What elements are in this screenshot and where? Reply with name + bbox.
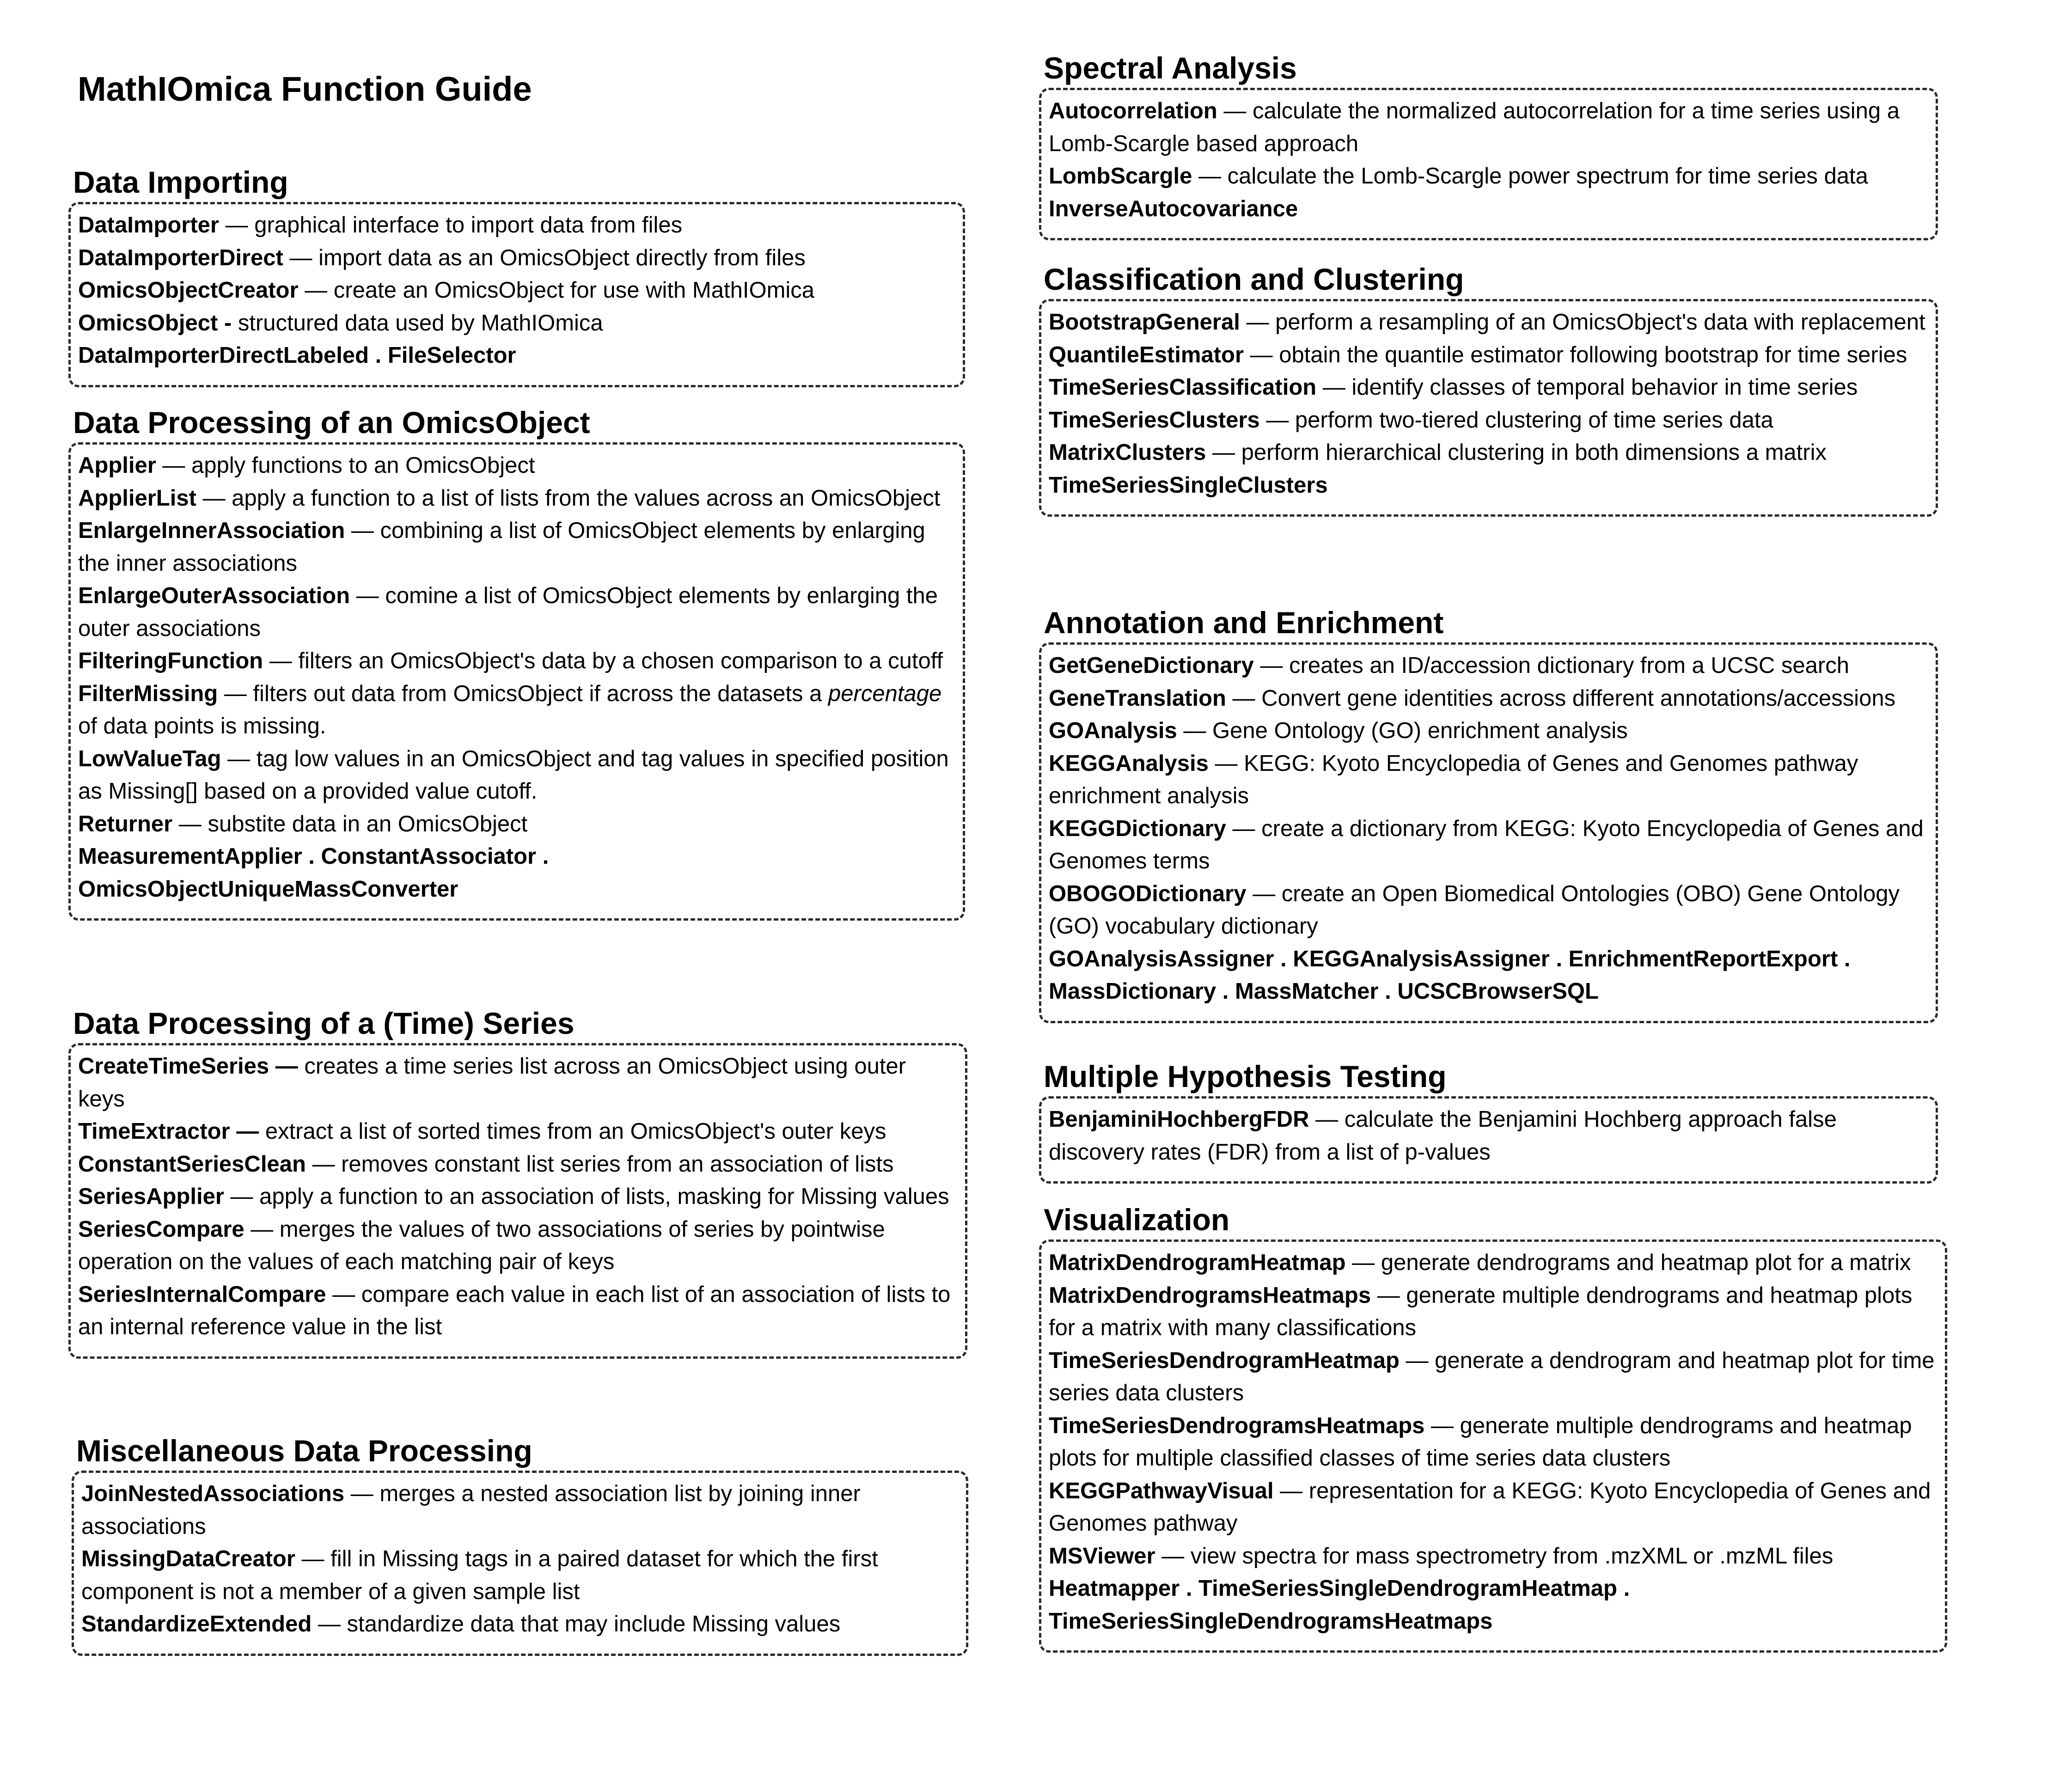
function-desc: — removes constant list series from an association of lists (306, 1151, 894, 1177)
function-name: Applier (78, 453, 156, 478)
function-desc: — generate multiple dendrograms and heatmap plots for a matrix with many classifications (1049, 1282, 1913, 1340)
section-box (1039, 642, 1938, 1023)
function-entry (78, 580, 955, 645)
function-name: BenjaminiHochbergFDR (1049, 1107, 1309, 1132)
function-entry (1049, 1344, 1938, 1410)
function-name: BootstrapGeneral (1049, 310, 1240, 335)
function-desc: — identify classes of temporal behavior in time series (1316, 375, 1858, 400)
function-name: GetGeneDictionary (1049, 653, 1254, 678)
section-box (1039, 299, 1938, 517)
function-entry (78, 1148, 958, 1181)
function-name: MatrixDendrogramHeatmap (1049, 1250, 1346, 1275)
function-entry (1049, 1410, 1938, 1475)
function-desc: — substite data in an OmicsObject (172, 811, 528, 837)
function-desc: — filters out data from OmicsObject if across the datasets a (218, 681, 828, 706)
function-entry (78, 209, 955, 242)
function-entry (1049, 160, 1928, 193)
function-desc: — calculate the Lomb-Scargle power spectrum for time series data (1192, 164, 1868, 189)
function-name: TimeExtractor — (78, 1119, 259, 1144)
function-entry (78, 645, 955, 678)
function-name: OmicsObjectCreator (78, 278, 299, 303)
function-entry (78, 1213, 958, 1278)
section-misc-data-processing (72, 1433, 968, 1656)
function-desc: — apply functions to an OmicsObject (156, 453, 535, 478)
function-desc-continued: of data points is missing. (78, 714, 326, 739)
function-name: KEGGPathwayVisual (1049, 1478, 1274, 1503)
function-name: KEGGDictionary (1049, 816, 1226, 841)
function-desc: — apply a function to an association of lists, masking for Missing values (224, 1184, 949, 1209)
function-name: DataImporterDirect (78, 245, 283, 270)
function-entry (1049, 1246, 1938, 1279)
function-name: GOAnalysis (1049, 718, 1177, 743)
function-desc: — generate a dendrogram and heatmap plot for time series data clusters (1049, 1348, 1935, 1405)
page-title: MathIOmica Function Guide (78, 70, 532, 108)
function-entry (1049, 306, 1928, 339)
function-desc: — merges a nested association list by joining inner associations (81, 1481, 861, 1539)
section-heading: Classification and Clustering (1044, 262, 1464, 296)
function-name: SeriesApplier (78, 1184, 224, 1209)
function-name: SeriesInternalCompare (78, 1282, 326, 1307)
section-box (68, 202, 965, 387)
section-box (68, 1043, 967, 1359)
function-name: KEGGAnalysis (1049, 751, 1209, 776)
section-data-processing-omicsobject (68, 404, 965, 921)
section-heading: Miscellaneous Data Processing (76, 1434, 532, 1468)
function-name: Autocorrelation (1049, 98, 1217, 123)
section-heading: Annotation and Enrichment (1044, 605, 1444, 640)
function-desc: — combining a list of OmicsObject elements by enlarging the inner associations (78, 518, 925, 576)
function-desc: — calculate the normalized autocorrelation for a time series using a Lomb-Scargle based approach (1049, 98, 1900, 156)
function-name: EnlargeInnerAssociation (78, 518, 345, 543)
function-desc: — compare each value in each list of an association of lists to an internal reference value in the list (78, 1282, 951, 1339)
function-name: EnlargeOuterAssociation (78, 583, 350, 608)
function-name: OBOGODictionary (1049, 881, 1247, 906)
function-desc: — create a dictionary from KEGG: Kyoto Encyclopedia of Genes and Genomes terms (1049, 816, 1924, 873)
function-entry (1049, 1475, 1938, 1540)
function-desc: — Gene Ontology (GO) enrichment analysis (1177, 718, 1628, 743)
related-functions: TimeSeriesSingleClusters (1049, 472, 1328, 498)
function-desc: — create an Open Biomedical Ontologies (OBO) Gene Ontology (GO) vocabulary dictionary (1049, 881, 1900, 939)
function-entry (78, 1050, 958, 1115)
function-name: ConstantSeriesClean (78, 1151, 306, 1177)
function-desc: — Convert gene identities across different annotations/accessions (1226, 685, 1896, 711)
function-entry (78, 1115, 958, 1148)
section-spectral-analysis (1039, 50, 1938, 240)
function-name: SeriesCompare (78, 1216, 244, 1242)
function-desc: — view spectra for mass spectrometry from .mzXML or .mzML files (1155, 1543, 1834, 1569)
function-entry (78, 449, 955, 482)
section-box (1039, 1240, 1947, 1653)
function-desc: extract a list of sorted times from an OmicsObject's outer keys (259, 1119, 886, 1144)
function-entry (1049, 878, 1928, 943)
function-entry (1049, 1103, 1928, 1168)
function-entry (78, 274, 955, 307)
section-heading: Spectral Analysis (1044, 51, 1297, 85)
function-desc: — tag low values in an OmicsObject and tag values in specified position as Missing[] based on a provided value cutoff. (78, 746, 949, 804)
emphasized-word: percentage (828, 681, 942, 706)
section-heading: Visualization (1044, 1203, 1230, 1237)
function-desc: — import data as an OmicsObject directly from files (283, 245, 806, 270)
function-entry (1049, 436, 1928, 469)
function-name: LombScargle (1049, 164, 1192, 189)
function-name: LowValueTag (78, 746, 221, 771)
function-desc: — standardize data that may include Missing values (312, 1612, 841, 1636)
function-name: CreateTimeSeries — (78, 1054, 298, 1079)
function-name: TimeSeriesDendrogramsHeatmaps (1049, 1413, 1425, 1438)
section-data-processing-series (68, 1005, 967, 1359)
function-desc: — generate multiple dendrograms and heatmap plots for multiple classified classes of time series data clusters (1049, 1413, 1912, 1471)
function-entry (81, 1543, 959, 1608)
function-entry (78, 514, 955, 580)
function-entry (78, 307, 955, 340)
function-desc: structured data used by MathIOmica (232, 310, 603, 336)
section-box (1039, 88, 1938, 240)
function-desc: creates a time series list across an OmicsObject using outer keys (78, 1054, 906, 1111)
section-heading: Data Processing of an OmicsObject (73, 405, 590, 440)
function-entry (81, 1478, 959, 1543)
function-entry (1049, 649, 1928, 682)
function-name: FilteringFunction (78, 648, 263, 673)
function-name: FilterMissing (78, 681, 218, 706)
section-box (68, 442, 965, 921)
function-entry (78, 808, 955, 841)
function-entry (81, 1608, 959, 1641)
function-name: JoinNestedAssociations (81, 1481, 345, 1506)
function-name: MissingDataCreator (81, 1546, 295, 1571)
function-desc: — perform hierarchical clustering in both dimensions a matrix (1206, 440, 1827, 465)
function-entry (1049, 714, 1928, 747)
function-desc: — obtain the quantile estimator following bootstrap for time series (1244, 342, 1907, 367)
function-name: TimeSeriesDendrogramHeatmap (1049, 1348, 1400, 1373)
section-box (1039, 1096, 1938, 1184)
function-desc: — comine a list of OmicsObject elements by enlarging the outer associations (78, 583, 938, 641)
function-name: StandardizeExtended (81, 1612, 312, 1636)
function-desc: — merges the values of two associations of series by pointwise operation on the values of each matching pair of keys (78, 1216, 885, 1274)
function-entry (1049, 371, 1928, 404)
function-entry (78, 242, 955, 275)
function-entry (1049, 747, 1928, 812)
function-entry (78, 743, 955, 808)
section-classification-clustering (1039, 261, 1938, 517)
function-entry (1049, 339, 1928, 372)
function-entry (1049, 812, 1928, 878)
section-heading: Data Processing of a (Time) Series (73, 1006, 575, 1040)
function-entry (1049, 95, 1928, 160)
function-entry (78, 1278, 958, 1343)
function-name: MSViewer (1049, 1543, 1155, 1569)
related-functions: GOAnalysisAssigner . KEGGAnalysisAssigner . EnrichmentReportExport . MassDictionary . MassMatcher . UCSCBrowserSQL (1049, 946, 1851, 1004)
function-entry (1049, 1540, 1938, 1573)
function-name: QuantileEstimator (1049, 342, 1244, 367)
function-desc: — creates an ID/accession dictionary from a UCSC search (1253, 653, 1849, 678)
section-data-importing (68, 164, 965, 387)
function-name: ApplierList (78, 485, 196, 511)
section-multiple-hypothesis-testing (1039, 1058, 1938, 1184)
function-name: TimeSeriesClassification (1049, 375, 1317, 400)
function-entry (1049, 404, 1928, 437)
function-name: DataImporter (78, 213, 219, 238)
function-desc: — representation for a KEGG: Kyoto Encyclopedia of Genes and Genomes pathway (1049, 1478, 1931, 1536)
function-desc: — create an OmicsObject for use with MathIOmica (298, 278, 815, 303)
function-desc: — apply a function to a list of lists from the values across an OmicsObject (196, 485, 941, 511)
function-desc: — KEGG: Kyoto Encyclopedia of Genes and Genomes pathway enrichment analysis (1049, 751, 1858, 808)
function-entry (1049, 1279, 1938, 1344)
function-desc: — filters an OmicsObject's data by a chosen comparison to a cutoff (263, 648, 943, 673)
function-desc: — fill in Missing tags in a paired dataset for which the first component is not a member of a given sample list (81, 1546, 878, 1604)
function-name: MatrixClusters (1049, 440, 1206, 465)
function-name: TimeSeriesClusters (1049, 407, 1260, 433)
related-functions: DataImporterDirectLabeled . FileSelector (78, 343, 516, 368)
function-desc: — generate dendrograms and heatmap plot for a matrix (1345, 1250, 1911, 1275)
function-name: GeneTranslation (1049, 685, 1226, 711)
section-annotation-enrichment (1039, 605, 1938, 1023)
function-desc: — perform two-tiered clustering of time series data (1259, 407, 1773, 433)
function-desc: — graphical interface to import data from files (219, 213, 683, 238)
function-entry (78, 1180, 958, 1213)
section-heading: Multiple Hypothesis Testing (1044, 1059, 1447, 1093)
function-entry (78, 482, 955, 515)
function-desc: — calculate the Benjamini Hochberg approach false discovery rates (FDR) from a list of p-values (1049, 1107, 1837, 1165)
related-functions: InverseAutocovariance (1049, 196, 1298, 221)
function-entry (78, 678, 955, 743)
related-functions: MeasurementApplier . ConstantAssociator . OmicsObjectUniqueMassConverter (78, 844, 549, 902)
function-desc: — perform a resampling of an OmicsObject's data with replacement (1240, 310, 1925, 335)
function-name: Returner (78, 811, 173, 837)
section-heading: Data Importing (73, 165, 288, 199)
section-box (72, 1471, 968, 1656)
section-visualization (1039, 1202, 1947, 1653)
function-name: OmicsObject - (78, 310, 232, 336)
related-functions: Heatmapper . TimeSeriesSingleDendrogramHeatmap . TimeSeriesSingleDendrogramsHeatmaps (1049, 1576, 1630, 1634)
function-name: MatrixDendrogramsHeatmaps (1049, 1282, 1371, 1308)
function-entry (1049, 682, 1928, 715)
